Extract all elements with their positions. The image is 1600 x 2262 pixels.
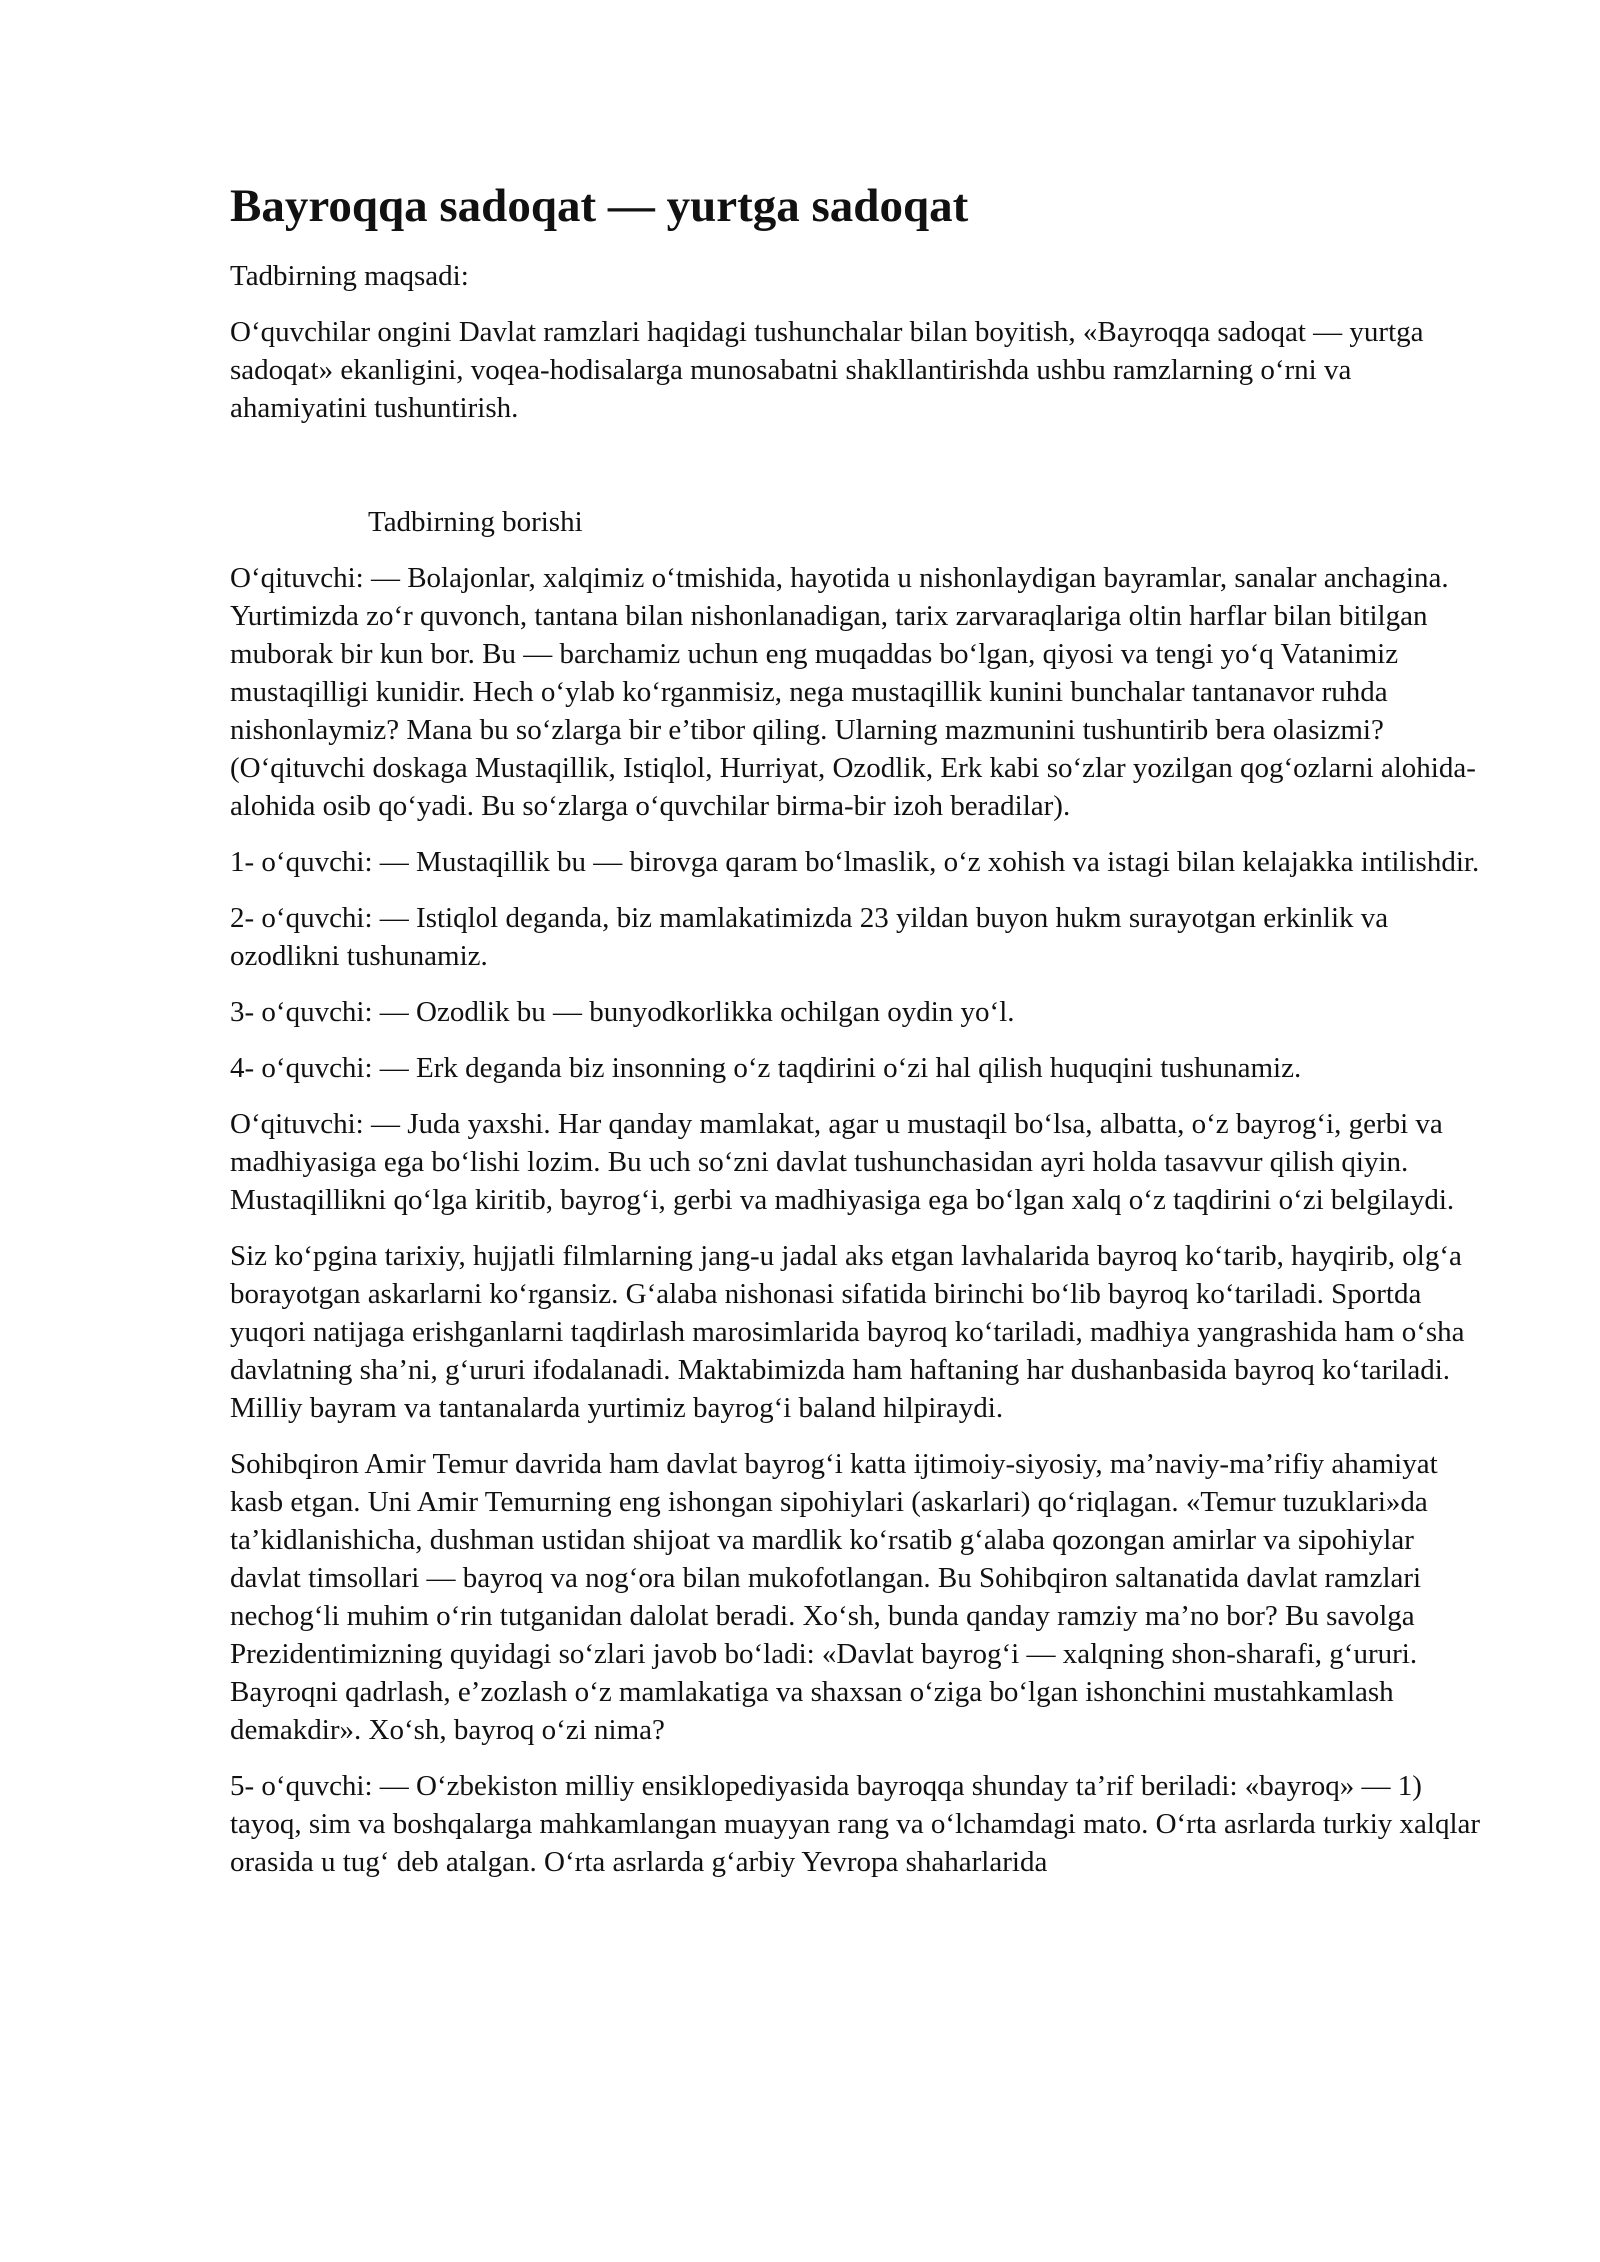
paragraph-student-3: 3- o‘quvchi: — Ozodlik bu — bunyodkorlikka ochilgan oydin yo‘l.: [230, 996, 1015, 1028]
paragraph-student-4: 4- o‘quvchi: — Erk deganda biz insonning o‘z taqdirini o‘zi hal qilish huquqini tushunamiz.: [230, 1052, 1302, 1084]
course-heading: Tadbirning borishi: [368, 506, 583, 538]
paragraph-student-1: 1- o‘quvchi: — Mustaqillik bu — birovga qaram bo‘lmaslik, o‘z xohish va istagi bilan kelajakka intilishdir.: [230, 846, 1480, 878]
paragraph-flag-history: Siz ko‘pgina tarixiy, hujjatli filmlarning jang-u jadal aks etgan lavhalarida bayroq ko‘tarib, hayqirib, olg‘a borayotgan askarlarni ko‘rgansiz. G‘alaba nishonasi sifatida birinchi bo‘lib bayroq ko‘tariladi. Sportda yuqori natijaga erishganlarni taqdirlash marosimlarida bayroq ko‘tariladi, madhiya yangrashida ham o‘sha davlatning sha’ni, g‘ururi ifodalanadi. Maktabimizda ham haftaning har dushanbasida bayroq ko‘tariladi. Milliy bayram va tantanalarda yurtimiz bayrog‘i baland hilpiraydi.: [230, 1240, 1465, 1424]
purpose-paragraph: O‘quvchilar ongini Davlat ramzlari haqidagi tushunchalar bilan boyitish, «Bayroqqa sadoqat — yurtga sadoqat» ekanligini, voqea-hodisalarga munosabatni shakllantirishda ushbu ramzlarning o‘rni va ahamiyatini tushuntirish.: [230, 316, 1424, 424]
document-body: [230, 178, 1490, 1899]
paragraph-student-5: 5- o‘quvchi: — O‘zbekiston milliy ensiklopediyasida bayroqqa shunday ta’rif beriladi: «bayroq» — 1) tayoq, sim va boshqalarga mahkamlangan muayyan rang va o‘lchamdagi mato. O‘rta asrlarda turkiy xalqlar orasida u tug‘ deb atalgan. O‘rta asrlarda g‘arbiy Yevropa shaharlarida: [230, 1770, 1481, 1878]
section-spacer: [230, 445, 1490, 503]
paragraph-student-2: 2- o‘quvchi: — Istiqlol deganda, biz mamlakatimizda 23 yildan buyon hukm surayotgan erkinlik va ozodlikni tushunamiz.: [230, 902, 1389, 972]
paragraph-amir-temur: Sohibqiron Amir Temur davrida ham davlat bayrog‘i katta ijtimoiy-siyosiy, ma’naviy-ma’rifiy ahamiyat kasb etgan. Uni Amir Temurning eng ishongan sipohiylari (askarlari) qo‘riqlagan. «Temur tuzuklari»da ta’kidlanishicha, dushman ustidan shijoat va mardlik ko‘rsatib g‘alaba qozongan amirlar va sipohiylar davlat timsollari — bayroq va nog‘ora bilan mukofotlangan. Bu Sohibqiron saltanatida davlat ramzlari nechog‘li muhim o‘rin tutganidan dalolat beradi. Xo‘sh, bunda qanday ramziy ma’no bor? Bu savolga Prezidentimizning quyidagi so‘zlari javob bo‘ladi: «Davlat bayrog‘i — xalqning shon-sharafi, g‘ururi. Bayroqni qadrlash, e’zozlash o‘z mamlakatiga va shaxsan o‘ziga bo‘lgan ishonchini mustahkamlash demakdir». Xo‘sh, bayroq o‘zi nima?: [230, 1448, 1438, 1746]
paragraph-teacher-intro: O‘qituvchi: — Bolajonlar, xalqimiz o‘tmishida, hayotida u nishonlaydigan bayramlar, sanalar anchagina. Yurtimizda zo‘r quvonch, tantana bilan nishonlanadigan, tarix zarvaraqlariga oltin harflar bilan bitilgan muborak bir kun bor. Bu — barchamiz uchun eng muqaddas bo‘lgan, qiyosi va tengi yo‘q Vatanimiz mustaqilligi kunidir. Hech o‘ylab ko‘rganmisiz, nega mustaqillik kunini bunchalar tantanavor ruhda nishonlaymiz? Mana bu so‘zlarga bir e’tibor qiling. Ularning mazmunini tushuntirib bera olasizmi? (O‘qituvchi doskaga Mustaqillik, Istiqlol, Hurriyat, Ozodlik, Erk kabi so‘zlar yozilgan qog‘ozlarni alohida-alohida osib qo‘yadi. Bu so‘zlarga o‘quvchilar birma-bir izoh beradilar).: [230, 562, 1476, 822]
paragraph-teacher-response: O‘qituvchi: — Juda yaxshi. Har qanday mamlakat, agar u mustaqil bo‘lsa, albatta, o‘z bayrog‘i, gerbi va madhiyasiga ega bo‘lishi lozim. Bu uch so‘zni davlat tushunchasidan ayri holda tasavvur qilish qiyin. Mustaqillikni qo‘lga kiritib, bayrog‘i, gerbi va madhiyasiga ega bo‘lgan xalq o‘z taqdirini o‘zi belgilaydi.: [230, 1108, 1455, 1216]
purpose-heading: Tadbirning maqsadi:: [230, 260, 469, 292]
document-title: Bayroqqa sadoqat — yurtga sadoqat: [230, 180, 969, 232]
